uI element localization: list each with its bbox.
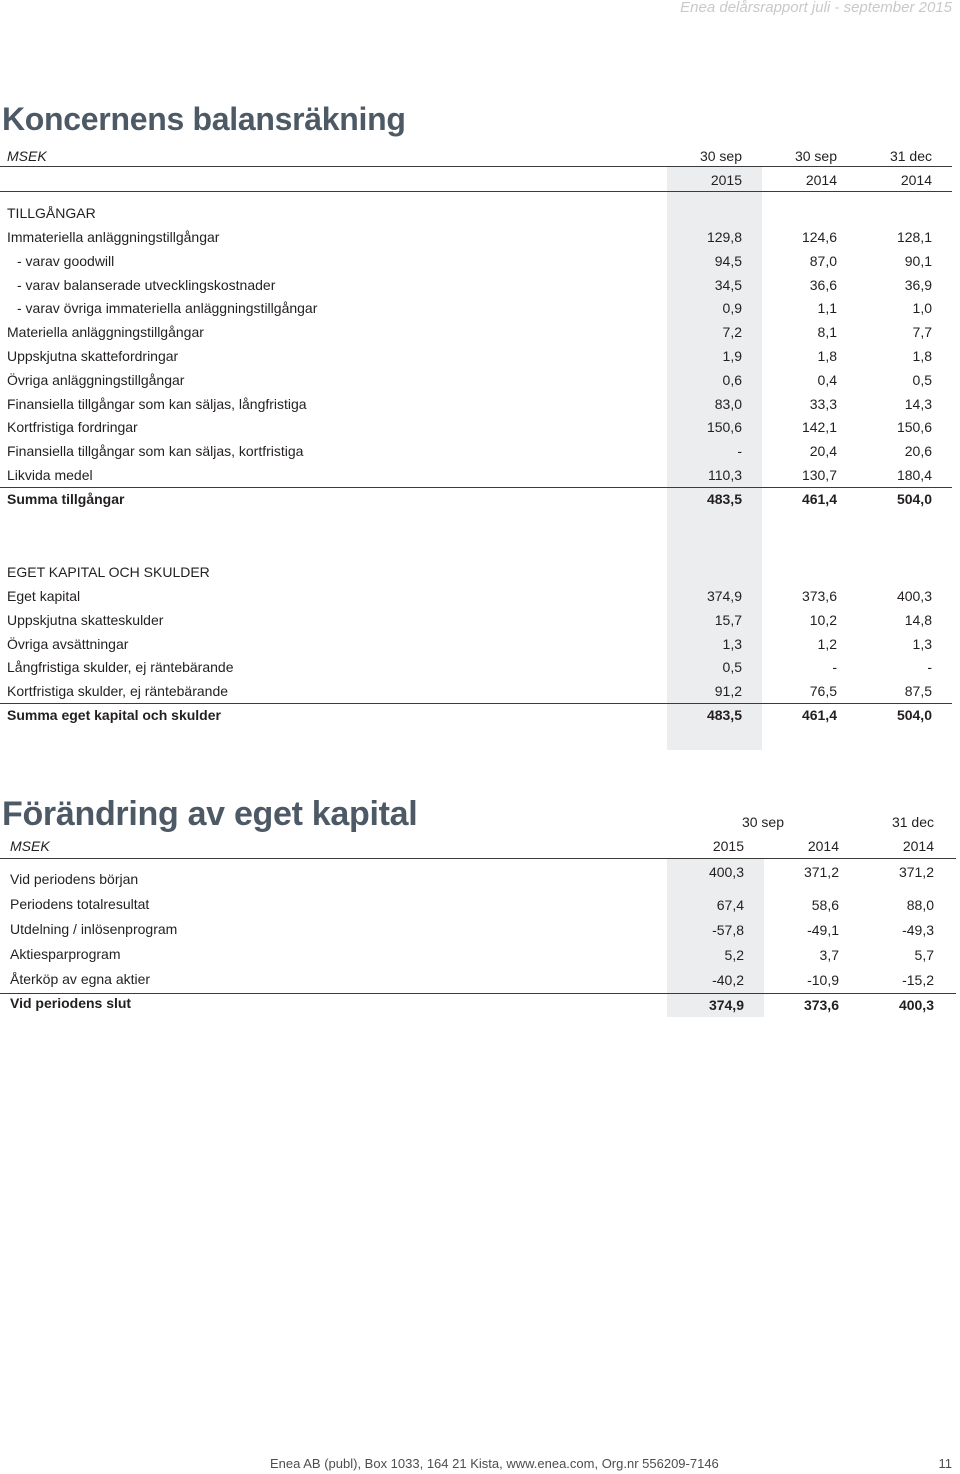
report-running-header: Enea delårsrapport juli - september 2015 <box>680 0 952 16</box>
row-value: 87,5 <box>904 683 932 700</box>
column-header-year: 2014 <box>900 172 932 188</box>
row-label: Periodens totalresultat <box>10 896 150 912</box>
row-value: -40,2 <box>712 972 744 988</box>
row-value: 371,2 <box>898 864 934 880</box>
balance-sheet-title: Koncernens balansräkning <box>2 101 406 137</box>
row-value: 20,4 <box>809 443 837 460</box>
table-row <box>0 249 952 273</box>
liabilities-total-row <box>0 703 952 727</box>
row-value: 504,0 <box>896 707 932 723</box>
row-value: 0,4 <box>817 371 837 388</box>
row-value: 400,3 <box>708 864 744 880</box>
table-row <box>0 415 952 439</box>
row-value: 0,5 <box>722 659 742 676</box>
row-value: 150,6 <box>896 419 932 436</box>
column-header-date: 31 dec <box>889 148 932 164</box>
row-value: 88,0 <box>906 897 934 913</box>
row-value: 3,7 <box>819 947 839 963</box>
column-header-year: 2015 <box>712 838 744 854</box>
table-row <box>0 584 952 608</box>
row-value: 1,3 <box>912 635 932 652</box>
row-value: 504,0 <box>896 491 932 507</box>
row-label: Aktiesparprogram <box>10 946 121 962</box>
row-value: 91,2 <box>714 683 742 700</box>
row-value: 150,6 <box>706 419 742 436</box>
row-value: 1,8 <box>912 348 932 364</box>
row-value: 10,2 <box>809 611 837 628</box>
row-value: 373,6 <box>801 588 837 604</box>
row-value: 34,5 <box>714 276 742 293</box>
row-value: 36,9 <box>904 276 932 293</box>
table-row <box>0 344 952 368</box>
row-label: Övriga anläggningstillgångar <box>7 371 185 388</box>
year-rule <box>0 191 952 192</box>
column-header-date: 31 dec <box>891 814 934 830</box>
table-row <box>0 368 952 392</box>
row-value: 0,5 <box>912 371 932 388</box>
table-row <box>0 273 952 297</box>
row-value: 67,4 <box>716 897 744 913</box>
table-row <box>0 632 952 656</box>
row-value: 130,7 <box>801 467 837 483</box>
row-value: 83,0 <box>714 395 742 412</box>
row-value: 129,8 <box>706 229 742 245</box>
table-row <box>0 679 952 703</box>
assets-total-row <box>0 487 952 511</box>
row-value: -49,1 <box>807 922 839 938</box>
row-label: Uppskjutna skatteskulder <box>7 611 164 628</box>
row-label: Summa eget kapital och skulder <box>7 707 221 723</box>
row-value: 8,1 <box>817 324 837 341</box>
row-label: Immateriella anläggningstillgångar <box>7 229 220 245</box>
row-label: Finansiella tillgångar som kan säljas, långfristiga <box>7 395 307 412</box>
row-value: 373,6 <box>803 997 839 1013</box>
row-label: Utdelning / inlösenprogram <box>10 921 178 937</box>
row-label: Återköp av egna aktier <box>10 971 151 987</box>
row-value: 128,1 <box>896 229 932 245</box>
row-value: 1,1 <box>817 300 837 317</box>
row-value: -15,2 <box>902 972 934 988</box>
table-row <box>0 320 952 344</box>
row-value: 58,6 <box>811 897 839 913</box>
column-header-year: 2015 <box>710 172 742 188</box>
column-header-year: 2014 <box>902 838 934 854</box>
row-value: -10,9 <box>807 972 839 988</box>
table-row <box>0 608 952 632</box>
row-value: 1,3 <box>722 635 742 652</box>
row-value: 87,0 <box>809 252 837 269</box>
row-label: Summa tillgångar <box>7 491 125 507</box>
row-value: 461,4 <box>801 707 837 723</box>
row-value: 94,5 <box>714 252 742 269</box>
table-row <box>0 392 952 416</box>
row-value: 483,5 <box>706 707 742 723</box>
column-header-date: 30 sep <box>741 814 784 830</box>
row-label: Övriga avsättningar <box>7 635 129 652</box>
row-value: - <box>737 443 742 460</box>
row-value: 15,7 <box>714 611 742 628</box>
row-value: 14,8 <box>904 611 932 628</box>
row-value: 400,3 <box>898 997 934 1013</box>
row-value: 1,2 <box>817 635 837 652</box>
liabilities-heading <box>0 560 952 584</box>
unit-label: MSEK <box>7 148 47 164</box>
row-value: 374,9 <box>706 588 742 604</box>
row-label: Uppskjutna skattefordringar <box>7 348 179 364</box>
row-label: Likvida medel <box>7 467 93 483</box>
table-row <box>0 225 952 249</box>
row-label: Vid periodens slut <box>10 995 132 1011</box>
row-value: 371,2 <box>803 864 839 880</box>
table-row <box>0 655 952 679</box>
equity-changes-title: Förändring av eget kapital <box>2 795 418 833</box>
table-row <box>0 463 952 487</box>
row-value: 5,7 <box>914 947 934 963</box>
balance-header-row <box>0 144 952 168</box>
row-value: 461,4 <box>801 491 837 507</box>
row-value: 142,1 <box>801 419 837 436</box>
row-value: 180,4 <box>896 467 932 483</box>
table-row <box>0 296 952 320</box>
row-label: Finansiella tillgångar som kan säljas, kortfristiga <box>7 443 304 460</box>
page-number: 11 <box>938 1456 952 1471</box>
column-header-year: 2014 <box>805 172 837 188</box>
column-header-year: 2014 <box>807 838 839 854</box>
unit-label: MSEK <box>10 838 50 854</box>
row-value: - <box>927 659 932 676</box>
row-value: 7,7 <box>912 324 932 341</box>
row-value: 1,0 <box>912 300 932 317</box>
row-value: 5,2 <box>724 947 744 963</box>
row-label: Vid periodens början <box>10 871 139 887</box>
header-rule <box>0 858 956 859</box>
row-value: 1,9 <box>722 348 742 364</box>
table-row <box>0 439 952 463</box>
row-value: 36,6 <box>809 276 837 293</box>
row-value: 33,3 <box>809 395 837 412</box>
assets-heading <box>0 201 952 225</box>
row-value: 14,3 <box>904 395 932 412</box>
row-value: 20,6 <box>904 443 932 460</box>
row-value: 110,3 <box>708 467 742 483</box>
row-value: -49,3 <box>902 922 934 938</box>
row-label: Långfristiga skulder, ej räntebärande <box>7 659 234 676</box>
row-value: 1,8 <box>817 348 837 364</box>
row-label: Eget kapital <box>7 588 81 604</box>
row-value: 90,1 <box>904 252 932 269</box>
column-header-date: 30 sep <box>794 148 837 164</box>
row-value: 0,6 <box>722 371 742 388</box>
row-label: Kortfristiga fordringar <box>7 419 138 436</box>
balance-year-row <box>0 168 952 192</box>
row-value: 400,3 <box>896 588 932 604</box>
section-heading: TILLGÅNGAR <box>7 205 96 221</box>
footer-company-info: Enea AB (publ), Box 1033, 164 21 Kista, www.enea.com, Org.nr 556209-7146 <box>270 1456 719 1471</box>
row-value: 374,9 <box>708 997 744 1013</box>
row-label: Materiella anläggningstillgångar <box>7 324 204 341</box>
row-value: 0,9 <box>722 300 742 317</box>
row-label: - varav övriga immateriella anläggningstillgångar <box>17 300 318 317</box>
row-value: -57,8 <box>712 922 744 938</box>
total-rule <box>0 993 956 994</box>
row-label: Kortfristiga skulder, ej räntebärande <box>7 683 229 700</box>
row-value: 76,5 <box>809 683 837 700</box>
column-header-date: 30 sep <box>699 148 742 164</box>
row-label: - varav goodwill <box>17 252 115 269</box>
row-value: 483,5 <box>706 491 742 507</box>
row-value: 124,6 <box>801 229 837 245</box>
row-label: - varav balanserade utvecklingskostnader <box>17 276 276 293</box>
row-value: 7,2 <box>722 324 742 341</box>
header-rule <box>0 166 952 167</box>
row-value: - <box>832 659 837 676</box>
section-heading: EGET KAPITAL OCH SKULDER <box>7 564 210 580</box>
